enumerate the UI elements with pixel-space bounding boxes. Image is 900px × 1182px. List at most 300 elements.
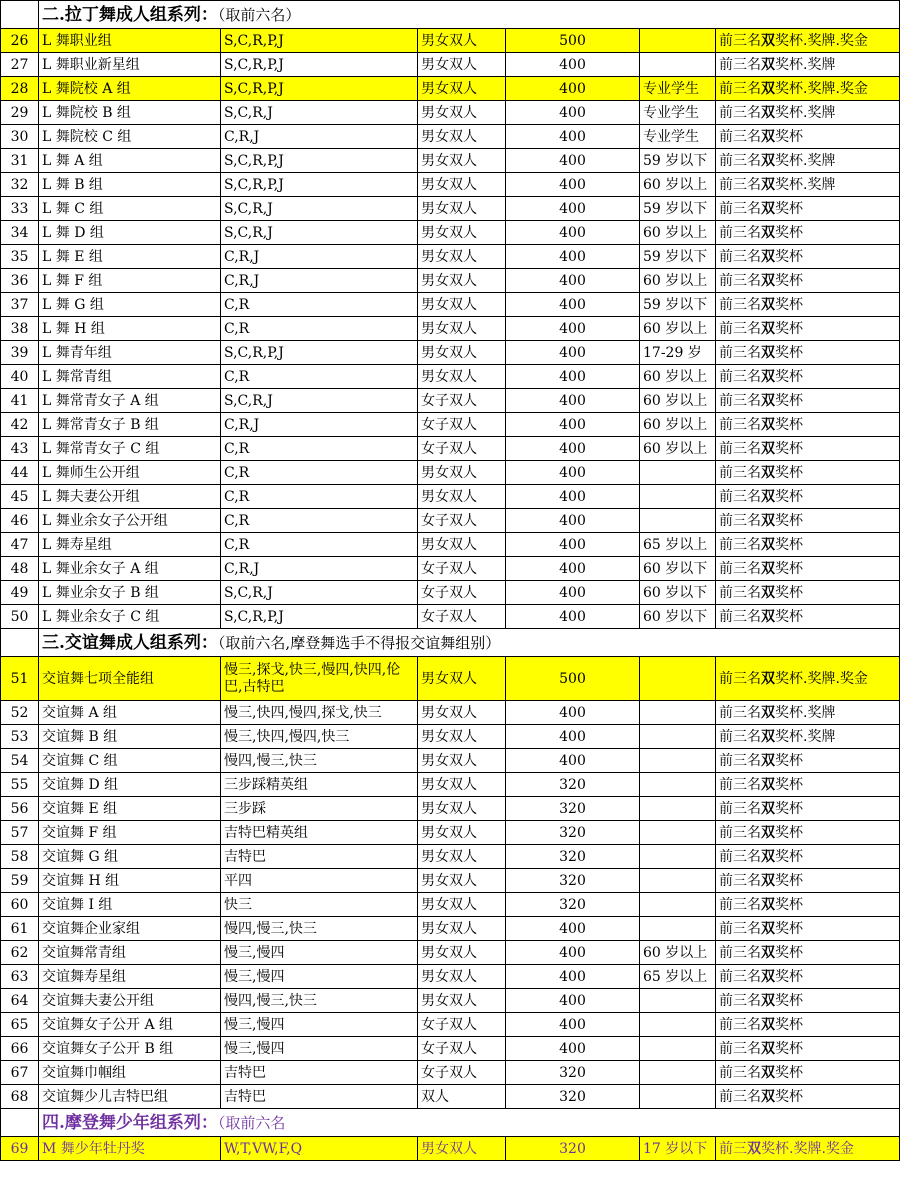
- award-double: 双: [761, 248, 775, 265]
- award-items: 奖杯: [775, 224, 803, 241]
- age-limit: 17-29 岁: [640, 341, 716, 365]
- award-prefix: 前三名: [719, 56, 761, 73]
- age-limit: 60 岁以上: [640, 389, 716, 413]
- row-number: 28: [1, 77, 39, 101]
- dance-list: C,R,J: [221, 269, 418, 293]
- award-cell: [716, 605, 900, 629]
- section-header-spacer: [1, 1109, 39, 1137]
- pair-type: 男女双人: [418, 869, 506, 893]
- table-row: [1, 485, 900, 509]
- award-cell: [716, 917, 900, 941]
- row-number: 40: [1, 365, 39, 389]
- entry-fee: 320: [506, 869, 640, 893]
- pair-type: 女子双人: [418, 389, 506, 413]
- age-limit: 60 岁以上: [640, 317, 716, 341]
- age-limit: 60 岁以上: [640, 269, 716, 293]
- award-double: 双: [761, 152, 775, 169]
- dance-list: S,C,R,J: [221, 221, 418, 245]
- entry-fee: 400: [506, 245, 640, 269]
- pair-type: 男女双人: [418, 485, 506, 509]
- award-double: 双: [761, 344, 775, 361]
- award-cell: [716, 533, 900, 557]
- group-name: L 舞 G 组: [39, 293, 221, 317]
- group-name: M 舞少年牡丹奖: [39, 1137, 221, 1161]
- award-items: 奖杯: [775, 392, 803, 409]
- entry-fee: 320: [506, 773, 640, 797]
- table-row: [1, 605, 900, 629]
- award-cell: [716, 773, 900, 797]
- age-limit: 60 岁以下: [640, 605, 716, 629]
- award-cell: [716, 77, 900, 101]
- dance-list: S,C,R,J: [221, 101, 418, 125]
- row-number: 60: [1, 893, 39, 917]
- group-name: L 舞 F 组: [39, 269, 221, 293]
- award-prefix: 前三名: [719, 320, 761, 337]
- table-row: [1, 965, 900, 989]
- row-number: 53: [1, 725, 39, 749]
- age-limit: 专业学生: [640, 125, 716, 149]
- row-number: 48: [1, 557, 39, 581]
- group-name: L 舞院校 C 组: [39, 125, 221, 149]
- table-row: [1, 1137, 900, 1161]
- award-items: 奖杯: [775, 752, 803, 769]
- award-prefix: 前三名: [719, 248, 761, 265]
- pair-type: 男女双人: [418, 77, 506, 101]
- pair-type: 男女双人: [418, 461, 506, 485]
- award-prefix: 前三名: [719, 368, 761, 385]
- dance-list: C,R,J: [221, 245, 418, 269]
- award-items: 奖杯.奖牌.奖金: [775, 80, 868, 97]
- entry-fee: 400: [506, 341, 640, 365]
- award-prefix: 前三名: [719, 224, 761, 241]
- award-double: 双: [761, 176, 775, 193]
- pair-type: 男女双人: [418, 317, 506, 341]
- award-items: 奖杯: [775, 920, 803, 937]
- age-limit: [640, 917, 716, 941]
- group-name: L 舞 E 组: [39, 245, 221, 269]
- group-name: L 舞常青女子 C 组: [39, 437, 221, 461]
- award-double: 双: [761, 824, 775, 841]
- award-cell: [716, 485, 900, 509]
- award-items: 奖杯: [775, 776, 803, 793]
- award-cell: [716, 245, 900, 269]
- table-row: [1, 581, 900, 605]
- award-items: 奖杯.奖牌: [775, 704, 836, 721]
- award-cell: [716, 821, 900, 845]
- award-cell: [716, 149, 900, 173]
- group-name: 交谊舞 E 组: [39, 797, 221, 821]
- group-name: L 舞职业新星组: [39, 53, 221, 77]
- section-header-row: [1, 1109, 900, 1137]
- group-name: 交谊舞少儿吉特巴组: [39, 1085, 221, 1109]
- row-number: 33: [1, 197, 39, 221]
- table-row: [1, 917, 900, 941]
- table-row: [1, 845, 900, 869]
- entry-fee: 400: [506, 77, 640, 101]
- dance-list: 慢四,慢三,快三: [221, 749, 418, 773]
- dance-list: 三步踩: [221, 797, 418, 821]
- row-number: 41: [1, 389, 39, 413]
- award-cell: [716, 989, 900, 1013]
- row-number: 36: [1, 269, 39, 293]
- dance-list: 慢三,快四,慢四,快三: [221, 725, 418, 749]
- award-cell: [716, 221, 900, 245]
- award-items: 奖杯.奖牌: [775, 176, 836, 193]
- award-items: 奖杯: [775, 896, 803, 913]
- section-header-spacer: [1, 1, 39, 29]
- award-prefix: 前三名: [719, 824, 761, 841]
- dance-list: S,C,R,P,J: [221, 341, 418, 365]
- pair-type: 双人: [418, 1085, 506, 1109]
- award-prefix: 前三名: [719, 176, 761, 193]
- group-name: L 舞 D 组: [39, 221, 221, 245]
- row-number: 42: [1, 413, 39, 437]
- age-limit: 60 岁以下: [640, 581, 716, 605]
- dance-list: 吉特巴: [221, 1085, 418, 1109]
- row-number: 67: [1, 1061, 39, 1085]
- table-row: [1, 293, 900, 317]
- award-cell: [716, 701, 900, 725]
- table-row: [1, 557, 900, 581]
- row-number: 59: [1, 869, 39, 893]
- dance-list: S,C,R,J: [221, 197, 418, 221]
- award-prefix: 前三: [719, 1140, 747, 1157]
- section-header: [39, 629, 900, 657]
- pair-type: 男女双人: [418, 293, 506, 317]
- table-row: [1, 53, 900, 77]
- pair-type: 男女双人: [418, 989, 506, 1013]
- row-number: 54: [1, 749, 39, 773]
- row-number: 35: [1, 245, 39, 269]
- pair-type: 男女双人: [418, 657, 506, 701]
- award-prefix: 前三名: [719, 560, 761, 577]
- age-limit: 65 岁以上: [640, 533, 716, 557]
- table-row: [1, 77, 900, 101]
- pair-type: 男女双人: [418, 125, 506, 149]
- pair-type: 男女双人: [418, 341, 506, 365]
- entry-fee: 400: [506, 173, 640, 197]
- pair-type: 男女双人: [418, 365, 506, 389]
- table-row: [1, 1013, 900, 1037]
- age-limit: [640, 893, 716, 917]
- group-name: 交谊舞 B 组: [39, 725, 221, 749]
- row-number: 55: [1, 773, 39, 797]
- group-name: L 舞职业组: [39, 29, 221, 53]
- award-items: 奖杯: [775, 248, 803, 265]
- award-double: 双: [761, 848, 775, 865]
- pair-type: 男女双人: [418, 269, 506, 293]
- pair-type: 女子双人: [418, 581, 506, 605]
- award-items: 奖杯.奖牌.奖金: [775, 670, 868, 687]
- table-row: [1, 1061, 900, 1085]
- entry-fee: 320: [506, 1137, 640, 1161]
- award-prefix: 前三名: [719, 488, 761, 505]
- entry-fee: 400: [506, 461, 640, 485]
- group-name: 交谊舞巾帼组: [39, 1061, 221, 1085]
- award-double: 双: [761, 440, 775, 457]
- dance-list: 吉特巴精英组: [221, 821, 418, 845]
- entry-fee: 400: [506, 293, 640, 317]
- entry-fee: 320: [506, 893, 640, 917]
- age-limit: 60 岁以上: [640, 941, 716, 965]
- table-row: [1, 509, 900, 533]
- group-name: L 舞 B 组: [39, 173, 221, 197]
- age-limit: 17 岁以下: [640, 1137, 716, 1161]
- award-items: 奖杯: [775, 608, 803, 625]
- award-items: 奖杯: [775, 440, 803, 457]
- dance-list: 平四: [221, 869, 418, 893]
- dance-list: S,C,R,J: [221, 581, 418, 605]
- age-limit: 60 岁以上: [640, 437, 716, 461]
- award-cell: [716, 725, 900, 749]
- entry-fee: 400: [506, 701, 640, 725]
- award-double: 双: [761, 104, 775, 121]
- row-number: 30: [1, 125, 39, 149]
- award-prefix: 前三名: [719, 1040, 761, 1057]
- award-prefix: 前三名: [719, 128, 761, 145]
- table-row: [1, 29, 900, 53]
- dance-list: C,R,J: [221, 125, 418, 149]
- award-prefix: 前三名: [719, 296, 761, 313]
- row-number: 58: [1, 845, 39, 869]
- entry-fee: 500: [506, 657, 640, 701]
- table-row: [1, 989, 900, 1013]
- pair-type: 女子双人: [418, 413, 506, 437]
- dance-list: 吉特巴: [221, 845, 418, 869]
- table-row: [1, 1085, 900, 1109]
- row-number: 49: [1, 581, 39, 605]
- row-number: 31: [1, 149, 39, 173]
- age-limit: 59 岁以下: [640, 245, 716, 269]
- award-items: 奖杯: [775, 848, 803, 865]
- award-double: 双: [761, 800, 775, 817]
- award-prefix: 前三名: [719, 800, 761, 817]
- award-double: 双: [761, 320, 775, 337]
- award-double: 双: [761, 464, 775, 481]
- award-items: 奖杯: [775, 416, 803, 433]
- pair-type: 男女双人: [418, 965, 506, 989]
- award-double: 双: [761, 56, 775, 73]
- award-prefix: 前三名: [719, 896, 761, 913]
- award-prefix: 前三名: [719, 32, 761, 49]
- pair-type: 女子双人: [418, 1061, 506, 1085]
- award-cell: [716, 413, 900, 437]
- entry-fee: 400: [506, 413, 640, 437]
- award-items: 奖杯: [775, 200, 803, 217]
- dance-list: S,C,R,P,J: [221, 77, 418, 101]
- age-limit: 60 岁以上: [640, 413, 716, 437]
- dance-list: 快三: [221, 893, 418, 917]
- award-cell: [716, 173, 900, 197]
- row-number: 57: [1, 821, 39, 845]
- pair-type: 男女双人: [418, 821, 506, 845]
- award-double: 双: [761, 776, 775, 793]
- entry-fee: 500: [506, 29, 640, 53]
- award-prefix: 前三名: [719, 344, 761, 361]
- section-header-row: [1, 1, 900, 29]
- section-header: [39, 1109, 900, 1137]
- dance-list: C,R: [221, 437, 418, 461]
- table-row: [1, 149, 900, 173]
- award-double: 双: [761, 392, 775, 409]
- entry-fee: 400: [506, 581, 640, 605]
- award-prefix: 前三名: [719, 200, 761, 217]
- row-number: 27: [1, 53, 39, 77]
- row-number: 32: [1, 173, 39, 197]
- row-number: 38: [1, 317, 39, 341]
- pair-type: 男女双人: [418, 725, 506, 749]
- pair-type: 男女双人: [418, 749, 506, 773]
- dance-list: C,R: [221, 533, 418, 557]
- table-row: [1, 269, 900, 293]
- entry-fee: 400: [506, 965, 640, 989]
- award-items: 奖杯: [775, 992, 803, 1009]
- award-cell: [716, 125, 900, 149]
- award-items: 奖杯: [775, 1040, 803, 1057]
- award-items: 奖杯: [775, 464, 803, 481]
- pair-type: 男女双人: [418, 533, 506, 557]
- award-double: 双: [761, 608, 775, 625]
- award-double: 双: [761, 488, 775, 505]
- dance-list: 慢三,快四,慢四,探戈,快三: [221, 701, 418, 725]
- award-double: 双: [761, 896, 775, 913]
- entry-fee: 400: [506, 125, 640, 149]
- award-prefix: 前三名: [719, 944, 761, 961]
- award-prefix: 前三名: [719, 1016, 761, 1033]
- group-name: L 舞青年组: [39, 341, 221, 365]
- award-prefix: 前三名: [719, 968, 761, 985]
- dance-list: 慢三,慢四: [221, 965, 418, 989]
- row-number: 26: [1, 29, 39, 53]
- row-number: 51: [1, 657, 39, 701]
- dance-list: C,R,J: [221, 413, 418, 437]
- group-name: L 舞夫妻公开组: [39, 485, 221, 509]
- entry-fee: 320: [506, 797, 640, 821]
- entry-fee: 400: [506, 53, 640, 77]
- award-prefix: 前三名: [719, 670, 761, 687]
- group-name: 交谊舞 A 组: [39, 701, 221, 725]
- entry-fee: 400: [506, 1013, 640, 1037]
- award-prefix: 前三名: [719, 608, 761, 625]
- entry-fee: 400: [506, 509, 640, 533]
- row-number: 34: [1, 221, 39, 245]
- entry-fee: 320: [506, 1085, 640, 1109]
- award-prefix: 前三名: [719, 440, 761, 457]
- row-number: 44: [1, 461, 39, 485]
- row-number: 56: [1, 797, 39, 821]
- award-prefix: 前三名: [719, 992, 761, 1009]
- table-row: [1, 125, 900, 149]
- row-number: 62: [1, 941, 39, 965]
- award-double: 双: [761, 1040, 775, 1057]
- award-cell: [716, 1013, 900, 1037]
- award-double: 双: [761, 200, 775, 217]
- award-cell: [716, 657, 900, 701]
- award-double: 双: [761, 584, 775, 601]
- pair-type: 男女双人: [418, 941, 506, 965]
- row-number: 45: [1, 485, 39, 509]
- dance-list: 慢四,慢三,快三: [221, 917, 418, 941]
- award-double: 双: [761, 1064, 775, 1081]
- age-limit: 60 岁以下: [640, 557, 716, 581]
- award-items: 奖杯.奖牌: [775, 104, 836, 121]
- table-row: [1, 317, 900, 341]
- table-row: [1, 197, 900, 221]
- group-name: 交谊舞 I 组: [39, 893, 221, 917]
- group-name: L 舞业余女子公开组: [39, 509, 221, 533]
- age-limit: [640, 29, 716, 53]
- row-number: 29: [1, 101, 39, 125]
- award-cell: [716, 1137, 900, 1161]
- dance-list: S,C,R,P,J: [221, 605, 418, 629]
- group-name: L 舞常青女子 A 组: [39, 389, 221, 413]
- pair-type: 男女双人: [418, 701, 506, 725]
- group-name: L 舞 A 组: [39, 149, 221, 173]
- section-title: 四.摩登舞少年组系列：: [42, 1112, 218, 1133]
- pair-type: 男女双人: [418, 197, 506, 221]
- age-limit: [640, 749, 716, 773]
- table-row: [1, 437, 900, 461]
- award-items: 奖杯: [775, 368, 803, 385]
- group-name: L 舞业余女子 C 组: [39, 605, 221, 629]
- award-items: 奖杯: [775, 320, 803, 337]
- dance-list: C,R: [221, 485, 418, 509]
- group-name: L 舞院校 A 组: [39, 77, 221, 101]
- award-items: 奖杯: [775, 1064, 803, 1081]
- award-items: 奖杯: [775, 344, 803, 361]
- pair-type: 男女双人: [418, 917, 506, 941]
- award-double: 双: [761, 752, 775, 769]
- table-row: [1, 533, 900, 557]
- dance-list: 慢三,慢四: [221, 941, 418, 965]
- award-cell: [716, 461, 900, 485]
- award-double: 双: [761, 704, 775, 721]
- age-limit: [640, 53, 716, 77]
- group-name: 交谊舞 F 组: [39, 821, 221, 845]
- age-limit: [640, 509, 716, 533]
- entry-fee: 400: [506, 365, 640, 389]
- age-limit: [640, 845, 716, 869]
- award-cell: [716, 293, 900, 317]
- pair-type: 女子双人: [418, 1013, 506, 1037]
- pair-type: 女子双人: [418, 437, 506, 461]
- section-header: [39, 1, 900, 29]
- pair-type: 男女双人: [418, 149, 506, 173]
- entry-fee: 320: [506, 845, 640, 869]
- entry-fee: 400: [506, 917, 640, 941]
- award-prefix: 前三名: [719, 728, 761, 745]
- entry-fee: 320: [506, 821, 640, 845]
- pair-type: 男女双人: [418, 893, 506, 917]
- row-number: 68: [1, 1085, 39, 1109]
- age-limit: [640, 1013, 716, 1037]
- section-note: （取前六名）: [217, 5, 301, 24]
- entry-fee: 400: [506, 101, 640, 125]
- award-cell: [716, 749, 900, 773]
- row-number: 63: [1, 965, 39, 989]
- dance-list: 三步踩精英组: [221, 773, 418, 797]
- group-name: 交谊舞七项全能组: [39, 657, 221, 701]
- dance-list: 慢三,慢四: [221, 1037, 418, 1061]
- award-cell: [716, 581, 900, 605]
- pair-type: 男女双人: [418, 845, 506, 869]
- age-limit: 60 岁以上: [640, 221, 716, 245]
- award-prefix: 前三名: [719, 464, 761, 481]
- table-row: [1, 461, 900, 485]
- dance-list: C,R: [221, 461, 418, 485]
- award-items: 奖杯: [775, 824, 803, 841]
- group-name: L 舞 H 组: [39, 317, 221, 341]
